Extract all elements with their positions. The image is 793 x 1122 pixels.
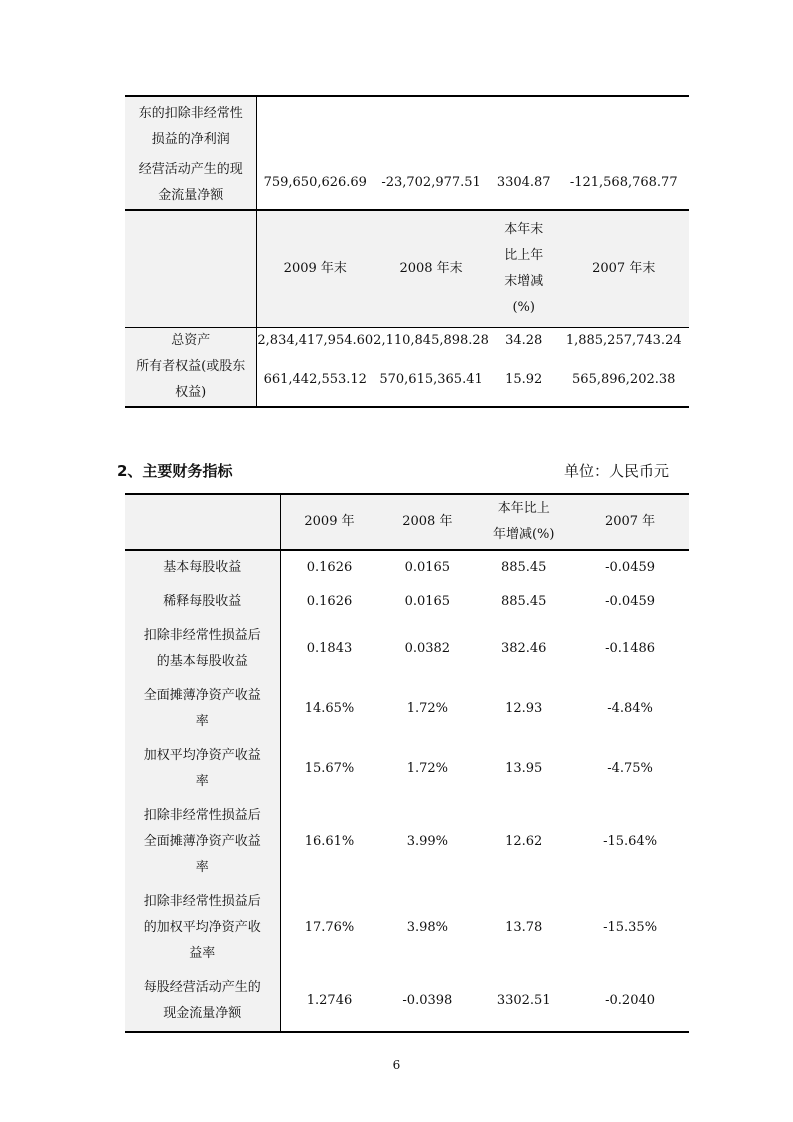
row-label-line: 基本每股收益 <box>163 560 242 575</box>
table-cell: 0.1626 <box>306 594 353 609</box>
header-blank-cell <box>125 494 280 550</box>
table-cell: 885.45 <box>500 594 547 609</box>
row-label <box>125 971 280 1032</box>
table-cell: 1,885,257,743.24 <box>565 333 682 348</box>
table-cell: 0.0165 <box>404 594 451 609</box>
table-cell: 0.0165 <box>404 560 451 575</box>
row-label-line: 率 <box>195 714 209 729</box>
table-cell: -4.84% <box>607 701 653 716</box>
currency-unit-label: 单位：人民币元 <box>563 462 669 480</box>
table-cell: 759,650,626.69 <box>263 175 367 190</box>
table-row <box>125 354 689 407</box>
table-cell: 3.99% <box>406 834 448 849</box>
table-cell: -15.35% <box>603 920 658 935</box>
header-2008-year-end: 2008 年末 <box>373 210 489 328</box>
header-line: 本年比上 <box>497 501 550 516</box>
row-label-line: 总资产 <box>171 333 211 348</box>
table-cell: 0.1843 <box>306 641 353 656</box>
header-change-percent <box>476 494 571 550</box>
table-cell: 382.46 <box>500 641 547 656</box>
table-cell: 885.45 <box>500 560 547 575</box>
table-cell: 1.72% <box>406 701 448 716</box>
row-label-line: 金流量净额 <box>158 188 224 203</box>
row-label-line: 的基本每股收益 <box>156 654 248 669</box>
table-row <box>125 739 689 799</box>
table-cell: 14.65% <box>304 701 355 716</box>
header-line: 年增减(%) <box>492 527 555 542</box>
table-row <box>125 328 689 355</box>
table-cell: -121,568,768.77 <box>569 175 678 190</box>
header-2008: 2008 年 <box>378 494 476 550</box>
row-label <box>125 885 280 971</box>
table-cell: 15.92 <box>505 372 543 387</box>
row-label <box>125 585 280 619</box>
table-cell: -0.0459 <box>605 594 656 609</box>
table-cell: 1.72% <box>406 761 448 776</box>
row-label-line: 全面摊薄净资产收益 <box>143 688 261 703</box>
table-cell: 34.28 <box>505 333 543 348</box>
row-label-line: 扣除非经常性损益后 <box>143 894 261 909</box>
table-cell: 1.2746 <box>306 993 353 1008</box>
row-label <box>125 550 280 585</box>
table-cell: 3.98% <box>406 920 448 935</box>
table-cell <box>558 96 689 153</box>
header-blank-cell <box>125 210 257 328</box>
row-label-line: 每股经营活动产生的 <box>143 980 261 995</box>
table-row <box>125 971 689 1032</box>
header-2009: 2009 年 <box>280 494 378 550</box>
table-cell: 0.1626 <box>306 560 353 575</box>
table-cell: -4.75% <box>607 761 653 776</box>
table-row <box>125 96 689 153</box>
table-row <box>125 619 689 679</box>
table-cell: 13.95 <box>505 761 543 776</box>
row-label-line: 扣除非经常性损益后 <box>143 808 261 823</box>
row-label-line: 率 <box>195 860 209 875</box>
row-label-line: 所有者权益(或股东 <box>136 359 246 374</box>
table-cell: -0.0398 <box>402 993 453 1008</box>
table-row <box>125 799 689 885</box>
row-label-line: 稀释每股收益 <box>163 594 242 609</box>
row-label <box>125 619 280 679</box>
key-financial-indicators-table <box>125 493 689 1033</box>
row-label <box>125 739 280 799</box>
table-row <box>125 885 689 971</box>
table-cell <box>257 96 373 153</box>
table-cell: 2,834,417,954.60 <box>257 333 374 348</box>
header-line: 比上年 <box>504 248 544 263</box>
table-cell: -23,702,977.51 <box>381 175 481 190</box>
header-2009-year-end: 2009 年末 <box>257 210 373 328</box>
section-heading: 2、主要财务指标 <box>117 462 233 480</box>
table-cell <box>373 96 489 153</box>
financial-data-table-top <box>125 95 689 408</box>
header-2007-year-end: 2007 年末 <box>558 210 689 328</box>
row-label <box>125 799 280 885</box>
table-cell: -0.0459 <box>605 560 656 575</box>
table-row <box>125 585 689 619</box>
header-2007: 2007 年 <box>571 494 689 550</box>
table-cell: 570,615,365.41 <box>379 372 483 387</box>
table-cell: 12.62 <box>505 834 543 849</box>
row-label <box>125 153 257 210</box>
row-label <box>125 354 257 407</box>
row-label-line: 的加权平均净资产收 <box>143 920 261 935</box>
row-label-line: 经营活动产生的现 <box>138 162 243 177</box>
table-row <box>125 153 689 210</box>
table-cell: 17.76% <box>304 920 355 935</box>
table-cell <box>489 96 559 153</box>
table-header-row <box>125 210 689 328</box>
table-cell: 13.78 <box>505 920 543 935</box>
row-label-line: 权益) <box>175 385 207 400</box>
table-cell: 12.93 <box>505 701 543 716</box>
table-cell: 16.61% <box>304 834 355 849</box>
row-label <box>125 96 257 153</box>
row-label-line: 加权平均净资产收益 <box>143 748 261 763</box>
row-label <box>125 679 280 739</box>
row-label-line: 东的扣除非经常性 <box>138 106 243 121</box>
header-line: 末增减 <box>504 274 544 289</box>
row-label-line: 现金流量净额 <box>163 1006 242 1021</box>
table-cell: 2,110,845,898.28 <box>373 333 489 348</box>
table-row <box>125 550 689 585</box>
row-label-line: 全面摊薄净资产收益 <box>143 834 261 849</box>
row-label-line: 扣除非经常性损益后 <box>143 628 261 643</box>
table-cell: 3302.51 <box>496 993 551 1008</box>
table-cell: 3304.87 <box>496 175 551 190</box>
table-cell: 565,896,202.38 <box>572 372 676 387</box>
row-label <box>125 328 257 355</box>
table-row <box>125 679 689 739</box>
table-cell: -0.1486 <box>605 641 656 656</box>
table-cell: -15.64% <box>603 834 658 849</box>
header-change-percent <box>489 210 559 328</box>
table-cell: 661,442,553.12 <box>263 372 367 387</box>
row-label-line: 率 <box>195 774 209 789</box>
page-number: 6 <box>392 1058 401 1072</box>
table-header-row <box>125 494 689 550</box>
header-line: (%) <box>512 300 535 315</box>
table-cell: 15.67% <box>304 761 355 776</box>
row-label-line: 益率 <box>189 946 216 961</box>
header-line: 本年末 <box>504 222 544 237</box>
table-cell: 0.0382 <box>404 641 451 656</box>
row-label-line: 损益的净利润 <box>151 132 230 147</box>
table-cell: -0.2040 <box>605 993 656 1008</box>
